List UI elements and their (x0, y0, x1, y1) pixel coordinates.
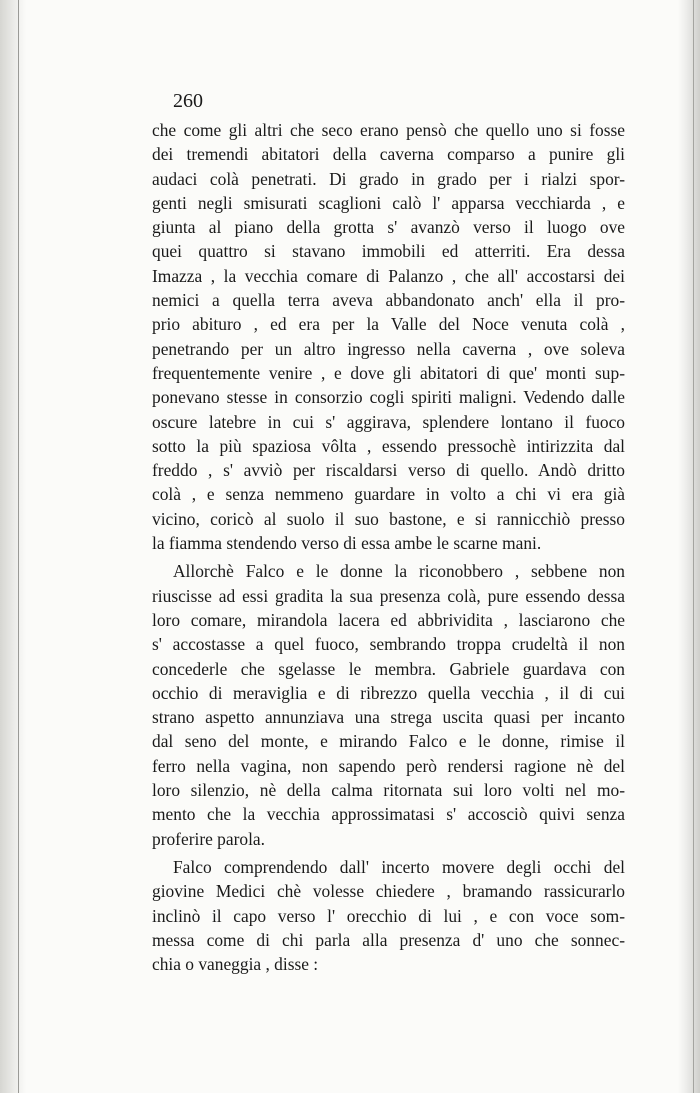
page-right-edge (678, 0, 700, 1093)
paragraph (152, 855, 625, 976)
text-line: dal seno del monte, e mirando Falco e le donne, rimise il (152, 731, 625, 752)
paragraph (152, 559, 625, 851)
text-line: chia o vaneggia , disse : (152, 954, 319, 975)
text-line: loro comare, mirandola lacera ed abbrividita , lasciarono che (152, 609, 625, 630)
text-line: Falco comprendendo dall' incerto movere degli occhi del (173, 856, 625, 877)
text-line: Imazza , la vecchia comare di Palanzo , che all' accostarsi dei (152, 265, 625, 286)
text-line: dei tremendi abitatori della caverna comparso a punire gli (152, 144, 625, 165)
text-line: la fiamma stendendo verso di essa ambe le scarne mani. (152, 533, 542, 554)
text-line: quei quattro si stavano immobili ed atterriti. Era dessa (152, 241, 625, 262)
text-line: strano aspetto annunziava una strega uscita quasi per incanto (152, 707, 625, 728)
text-line: concederle che sgelasse le membra. Gabriele guardava con (152, 658, 625, 679)
text-line: giovine Medici chè volesse chiedere , bramando rassicurarlo (152, 881, 625, 902)
text-line: audaci colà penetrati. Di grado in grado per i rialzi spor- (152, 168, 625, 189)
page-number: 260 (173, 90, 203, 112)
text-line: proferire parola. (152, 828, 265, 849)
paragraph (152, 118, 625, 555)
text-line: genti negli smisurati scaglioni calò l' apparsa vecchiarda , e (152, 192, 625, 213)
page-right-border-line (693, 0, 694, 1093)
text-line: riuscisse ad essi gradita la sua presenza colà, pure essendo dessa (152, 585, 625, 606)
text-line: occhio di meraviglia e di ribrezzo quella vecchia , il di cui (152, 682, 625, 703)
text-line: frequentemente venire , e dove gli abitatori di que' monti sup- (152, 362, 625, 383)
text-line: inclinò il capo verso l' orecchio di lui , e con voce som- (152, 905, 625, 926)
text-line: colà , e senza nemmeno guardare in volto a chi vi era già (152, 484, 625, 505)
page-left-border-line (18, 0, 19, 1093)
text-line: ferro nella vagina, non sapendo però rendersi ragione nè del (152, 755, 625, 776)
body-text (152, 118, 625, 976)
text-line: s' accostasse a quel fuoco, sembrando troppa crudeltà il non (152, 634, 625, 655)
text-line: nemici a quella terra aveva abbandonato anch' ella il pro- (152, 290, 625, 311)
text-line: messa come di chi parla alla presenza d' uno che sonnec- (152, 929, 625, 950)
text-line: prio abituro , ed era per la Valle del Noce venuta colà , (152, 314, 625, 335)
text-line: oscure latebre in cui s' aggirava, splendere lontano il fuoco (152, 411, 625, 432)
text-line: giunta al piano della grotta s' avanzò verso il luogo ove (152, 217, 625, 238)
text-line: freddo , s' avviò per riscaldarsi verso di quello. Andò dritto (152, 460, 625, 481)
text-line: vicino, coricò al suolo il suo bastone, e si rannicchiò presso (152, 508, 625, 529)
text-line: sotto la più spaziosa vôlta , essendo pressochè intirizzita dal (152, 435, 625, 456)
text-line: loro silenzio, nè della calma ritornata sui loro volti nel mo- (152, 780, 625, 801)
page-left-edge (0, 0, 26, 1093)
text-line: che come gli altri che seco erano pensò che quello uno si fosse (152, 120, 625, 140)
text-line: Allorchè Falco e le donne la riconobbero , sebbene non (173, 561, 625, 582)
text-line: ponevano stesse in consorzio cogli spiriti maligni. Vedendo dalle (152, 387, 625, 408)
text-line: penetrando per un altro ingresso nella caverna , ove soleva (152, 338, 625, 359)
text-line: mento che la vecchia approssimatasi s' accosciò quivi senza (152, 804, 625, 825)
